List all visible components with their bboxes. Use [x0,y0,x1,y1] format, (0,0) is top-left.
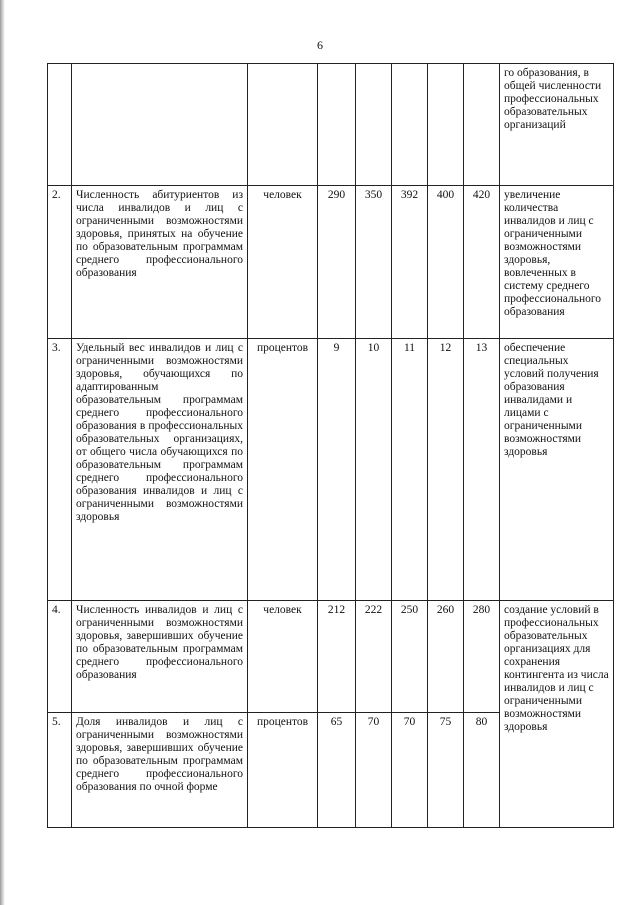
value-cell: 250 [392,601,428,713]
value-cell: 260 [428,601,464,713]
value-cell: 75 [428,713,464,828]
value-cell [318,64,356,186]
indicator-name: Численность абитуриентов из числа инвалидов и лиц с ограниченными возможностями здоровья, принятых на обучение по образовательным программам среднего профессионального образования [72,186,248,339]
table-row [48,339,614,601]
expected-result: обеспечение специальных условий получения образования инвалидами и лицами с ограниченными возможностями здоровья [500,339,614,601]
indicator-name [72,64,248,186]
value-cell [356,64,392,186]
value-cell: 9 [318,339,356,601]
value-cell [464,64,500,186]
unit: процентов [248,339,318,601]
row-number [48,64,72,186]
unit: человек [248,186,318,339]
value-cell [392,64,428,186]
value-cell: 392 [392,186,428,339]
value-cell: 11 [392,339,428,601]
value-cell: 222 [356,601,392,713]
row-number: 3. [48,339,72,601]
row-number: 2. [48,186,72,339]
value-cell: 80 [464,713,500,828]
scan-edge [0,0,5,905]
indicator-name: Доля инвалидов и лиц с ограниченными возможностями здоровья, завершивших обучение по образовательным программам среднего профессионального образования по очной форме [72,713,248,828]
value-cell: 350 [356,186,392,339]
expected-result: создание условий в профессиональных образовательных организациях для сохранения контингента из числа инвалидов и лиц с ограниченными возможностями здоровья [500,601,614,828]
indicator-name: Численность инвалидов и лиц с ограниченными возможностями здоровья, завершивших обучение по образовательным программам среднего профессионального образования [72,601,248,713]
value-cell: 420 [464,186,500,339]
value-cell: 10 [356,339,392,601]
value-cell [428,64,464,186]
value-cell: 290 [318,186,356,339]
row-number: 5. [48,713,72,828]
table-row [48,64,614,186]
page-number: 6 [317,38,323,52]
expected-result: увеличение количества инвалидов и лиц с ограниченными возможностями здоровья, вовлеченных в систему среднего профессионального образования [500,186,614,339]
expected-result: го образования, в общей численности профессиональных образовательных организаций [500,64,614,186]
value-cell: 212 [318,601,356,713]
table-row [48,601,614,713]
unit: процентов [248,713,318,828]
value-cell: 13 [464,339,500,601]
unit [248,64,318,186]
value-cell: 65 [318,713,356,828]
value-cell: 12 [428,339,464,601]
unit: человек [248,601,318,713]
indicator-name: Удельный вес инвалидов и лиц с ограниченными возможностями здоровья, обучающихся по адаптированным образовательным программам среднего профессионального образования в профессиональных образовательных организациях, от общего числа обучающихся по образовательным программам среднего профессионального образования инвалидов и лиц с ограниченными возможностями здоровья [72,339,248,601]
value-cell: 70 [356,713,392,828]
value-cell: 400 [428,186,464,339]
indicators-table [47,63,614,828]
value-cell: 70 [392,713,428,828]
table-row [48,186,614,339]
value-cell: 280 [464,601,500,713]
row-number: 4. [48,601,72,713]
